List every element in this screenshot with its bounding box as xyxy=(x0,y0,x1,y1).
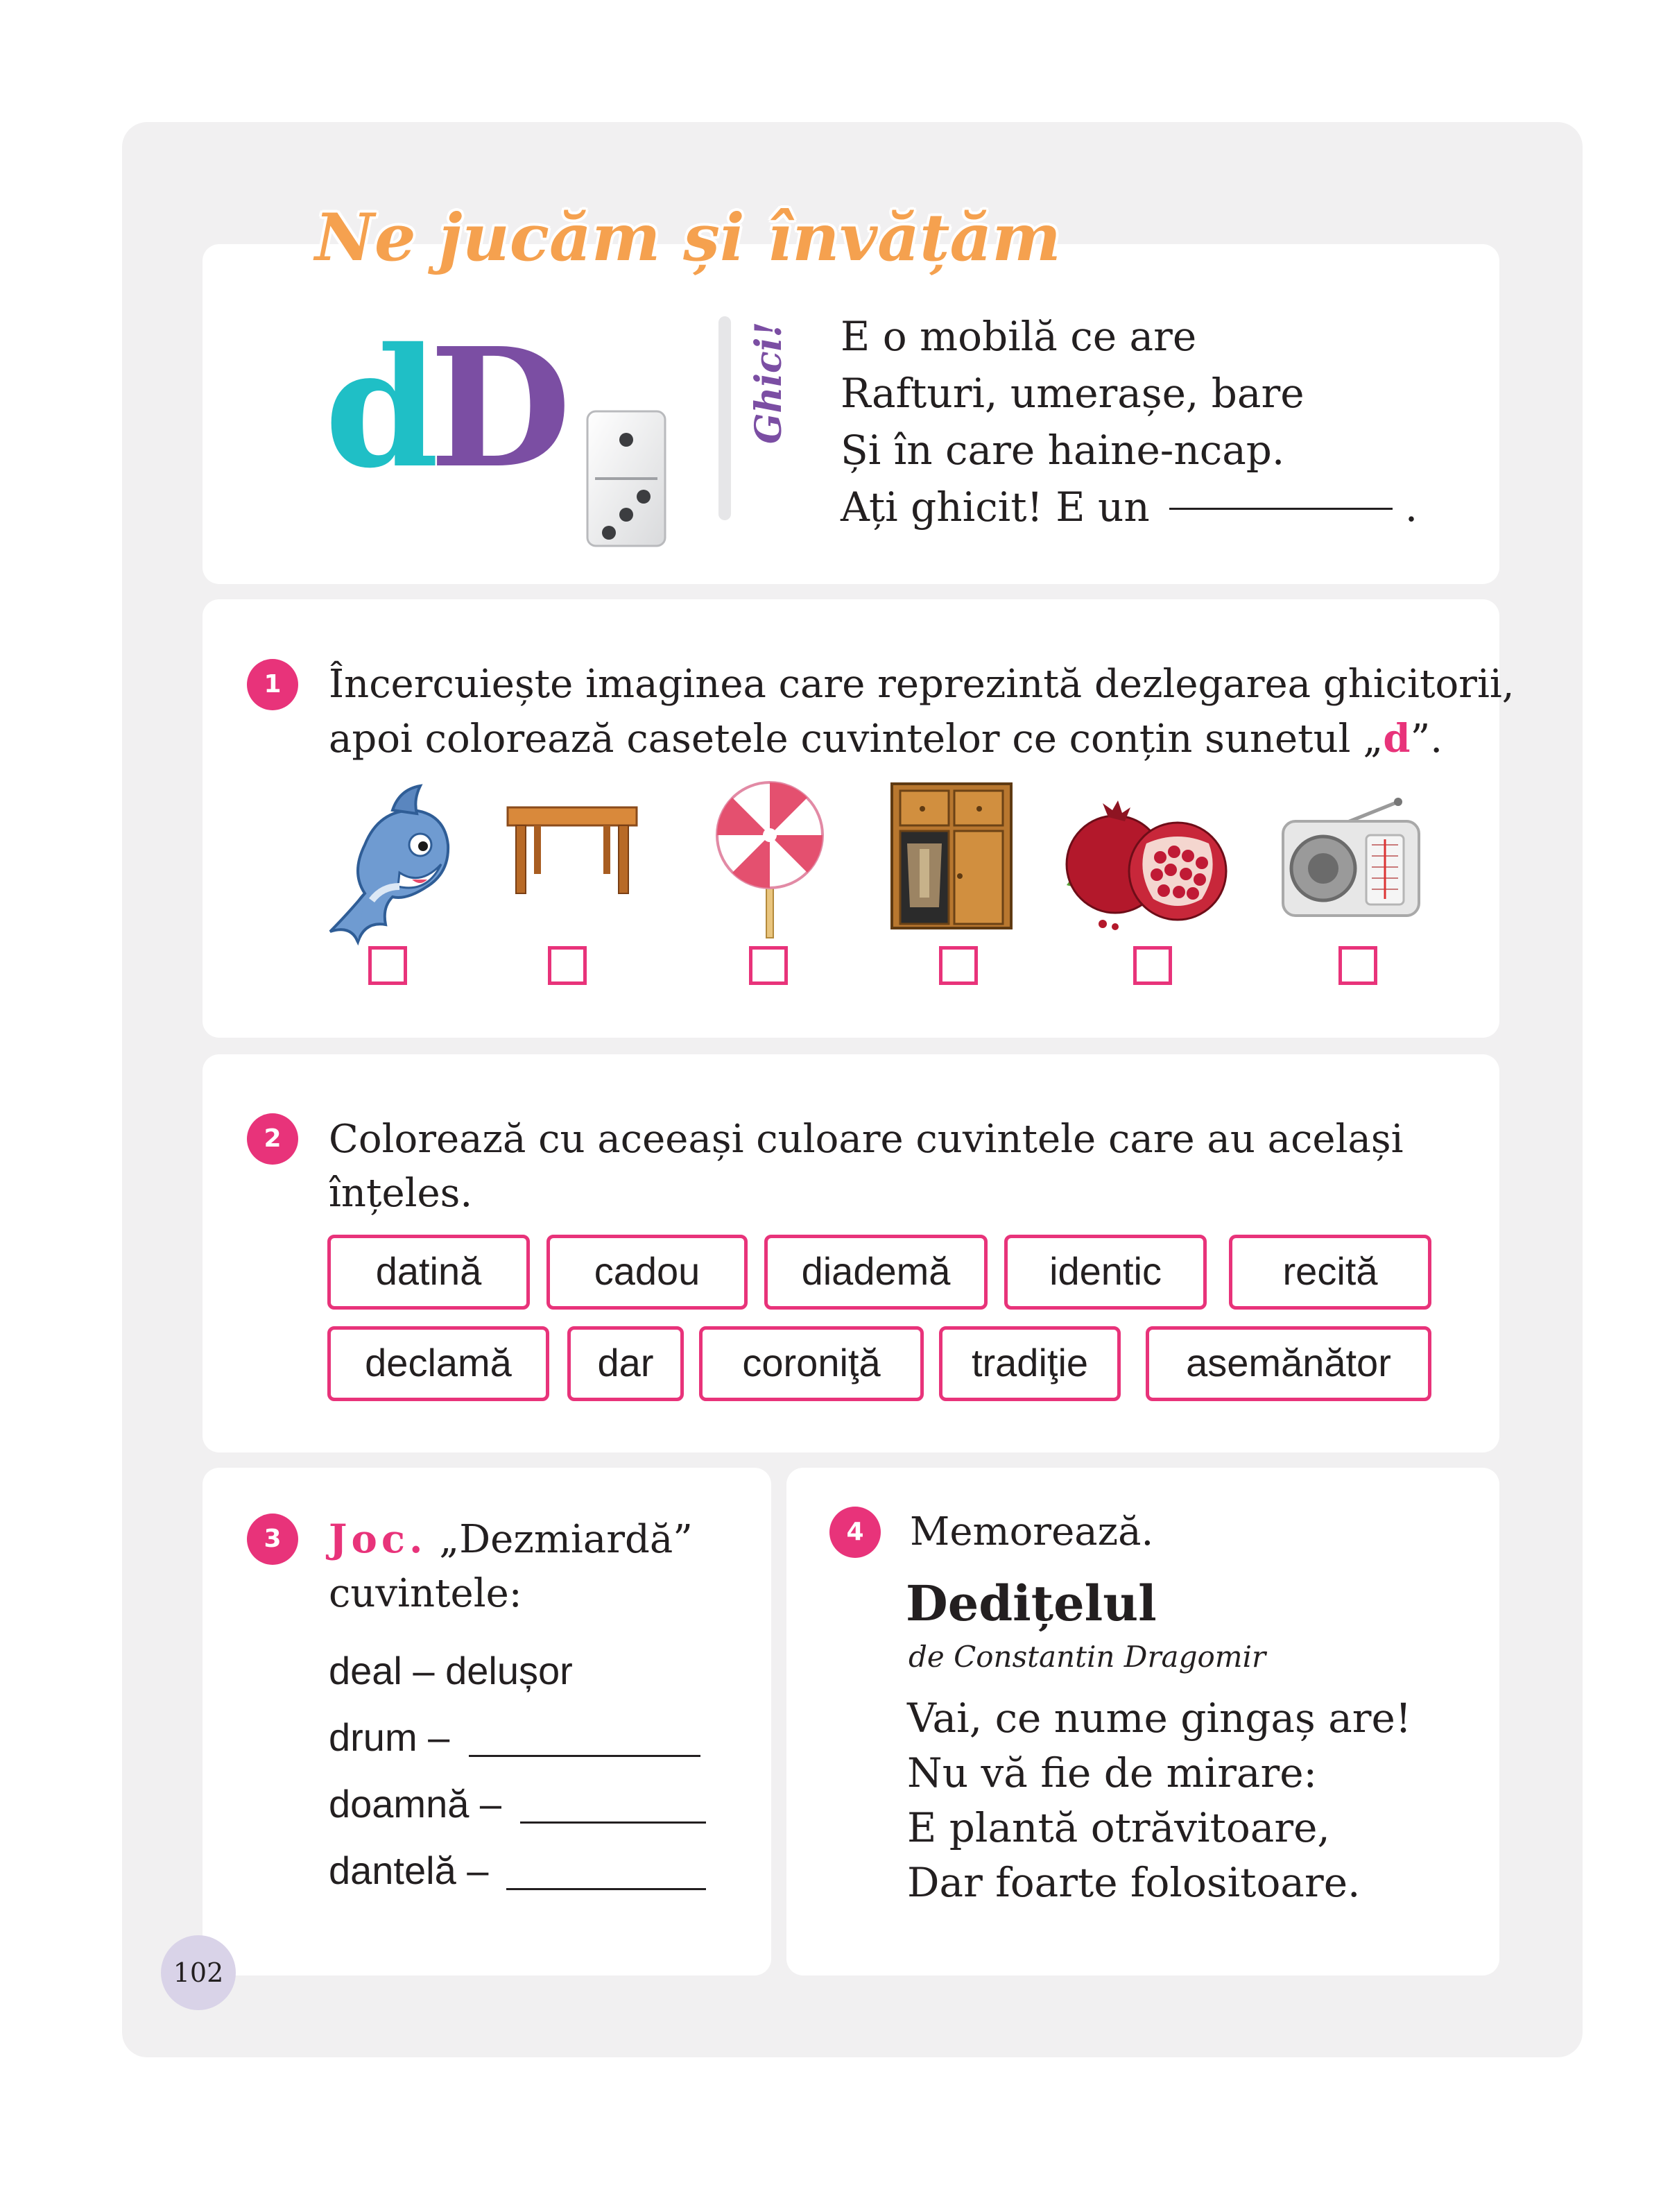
word-box[interactable]: dar xyxy=(567,1326,684,1401)
exercise4-number: 4 xyxy=(829,1507,881,1558)
riddle-end-mark: . xyxy=(1404,483,1418,531)
picture-checkbox[interactable] xyxy=(368,946,407,985)
page-number: 102 xyxy=(161,1935,236,2010)
word-pair: doamnă – xyxy=(329,1782,502,1826)
picture-checkbox[interactable] xyxy=(749,946,788,985)
riddle-line: Rafturi, umerașe, bare xyxy=(841,370,1305,417)
lollipop-icon[interactable] xyxy=(714,780,825,939)
instruction-line xyxy=(329,1512,693,1567)
instruction-text: „Dezmiardă” xyxy=(439,1517,693,1562)
poem-line: Vai, ce nume gingaș are! xyxy=(907,1695,1412,1742)
page-title: Ne jucăm și învățăm xyxy=(315,200,1061,276)
answer-blank[interactable] xyxy=(469,1755,700,1757)
word-box[interactable]: diademă xyxy=(764,1235,988,1310)
riddle-line: Ați ghicit! E un xyxy=(841,483,1150,531)
word-box[interactable]: recită xyxy=(1229,1235,1431,1310)
exercise2-number: 2 xyxy=(247,1113,298,1165)
exercise4-instruction: Memorează. xyxy=(910,1509,1154,1554)
letter-upper: D xyxy=(429,311,571,504)
instruction-line: înțeles. xyxy=(329,1171,473,1216)
poem-line: E plantă otrăvitoare, xyxy=(907,1804,1330,1851)
poem-line: Dar foarte folositoare. xyxy=(907,1859,1361,1906)
word-box[interactable]: identic xyxy=(1004,1235,1207,1310)
exercise3-number: 3 xyxy=(247,1514,298,1565)
picture-checkbox[interactable] xyxy=(1338,946,1377,985)
instruction-text: apoi colorează casetele cuvintelor ce conțin sunetul „ xyxy=(329,717,1384,762)
poem-title: Dedițelul xyxy=(906,1575,1157,1632)
instruction-text: ”. xyxy=(1410,717,1443,762)
pomegranate-icon[interactable] xyxy=(1060,788,1233,934)
letter-lower: d xyxy=(325,311,440,504)
word-pair: drum – xyxy=(329,1715,450,1759)
exercise2-instruction xyxy=(329,1113,1404,1221)
letter-pair xyxy=(325,311,571,504)
instruction-line: Colorează cu aceeași culoare cuvintele care au același xyxy=(329,1117,1404,1162)
instruction-line: cuvintele: xyxy=(329,1571,522,1616)
poem-text xyxy=(907,1691,1411,1910)
instruction-line: Încercuiește imaginea care reprezintă dezlegarea ghicitorii, xyxy=(329,662,1515,707)
game-label: Joc. xyxy=(329,1516,427,1562)
exercise3-instruction xyxy=(329,1512,693,1621)
radio-icon[interactable] xyxy=(1280,796,1422,918)
picture-checkbox[interactable] xyxy=(1133,946,1172,985)
word-box[interactable]: cadou xyxy=(546,1235,748,1310)
exercise1-instruction xyxy=(329,658,1515,766)
word-box[interactable]: tradiţie xyxy=(939,1326,1121,1401)
domino-icon xyxy=(585,409,667,548)
divider xyxy=(718,316,731,520)
word-box[interactable]: datină xyxy=(327,1235,530,1310)
picture-checkbox[interactable] xyxy=(939,946,978,985)
riddle-line: E o mobilă ce are xyxy=(841,313,1197,360)
riddle-text xyxy=(841,308,1418,535)
riddle-line: Și în care haine-ncap. xyxy=(841,427,1285,474)
answer-blank[interactable] xyxy=(1169,508,1393,510)
picture-checkbox[interactable] xyxy=(548,946,587,985)
riddle-line-answer xyxy=(841,479,1418,535)
word-box[interactable]: declamă xyxy=(327,1326,549,1401)
poem-line: Nu vă fie de mirare: xyxy=(907,1749,1318,1797)
word-pair: deal – delușor xyxy=(329,1649,573,1692)
word-box[interactable]: coroniţă xyxy=(699,1326,924,1401)
wardrobe-icon[interactable] xyxy=(890,782,1013,929)
exercise1-number: 1 xyxy=(247,659,298,710)
riddle-label: Ghici! xyxy=(748,321,790,444)
sound-letter: d xyxy=(1383,716,1411,762)
instruction-line xyxy=(329,712,1515,766)
answer-blank[interactable] xyxy=(506,1888,706,1890)
word-pair: dantelă – xyxy=(329,1849,489,1892)
poem-author: de Constantin Dragomir xyxy=(909,1640,1266,1674)
table-icon[interactable] xyxy=(506,805,638,895)
dolphin-icon[interactable] xyxy=(316,782,455,949)
answer-blank[interactable] xyxy=(520,1821,706,1824)
word-box[interactable]: asemănător xyxy=(1146,1326,1431,1401)
